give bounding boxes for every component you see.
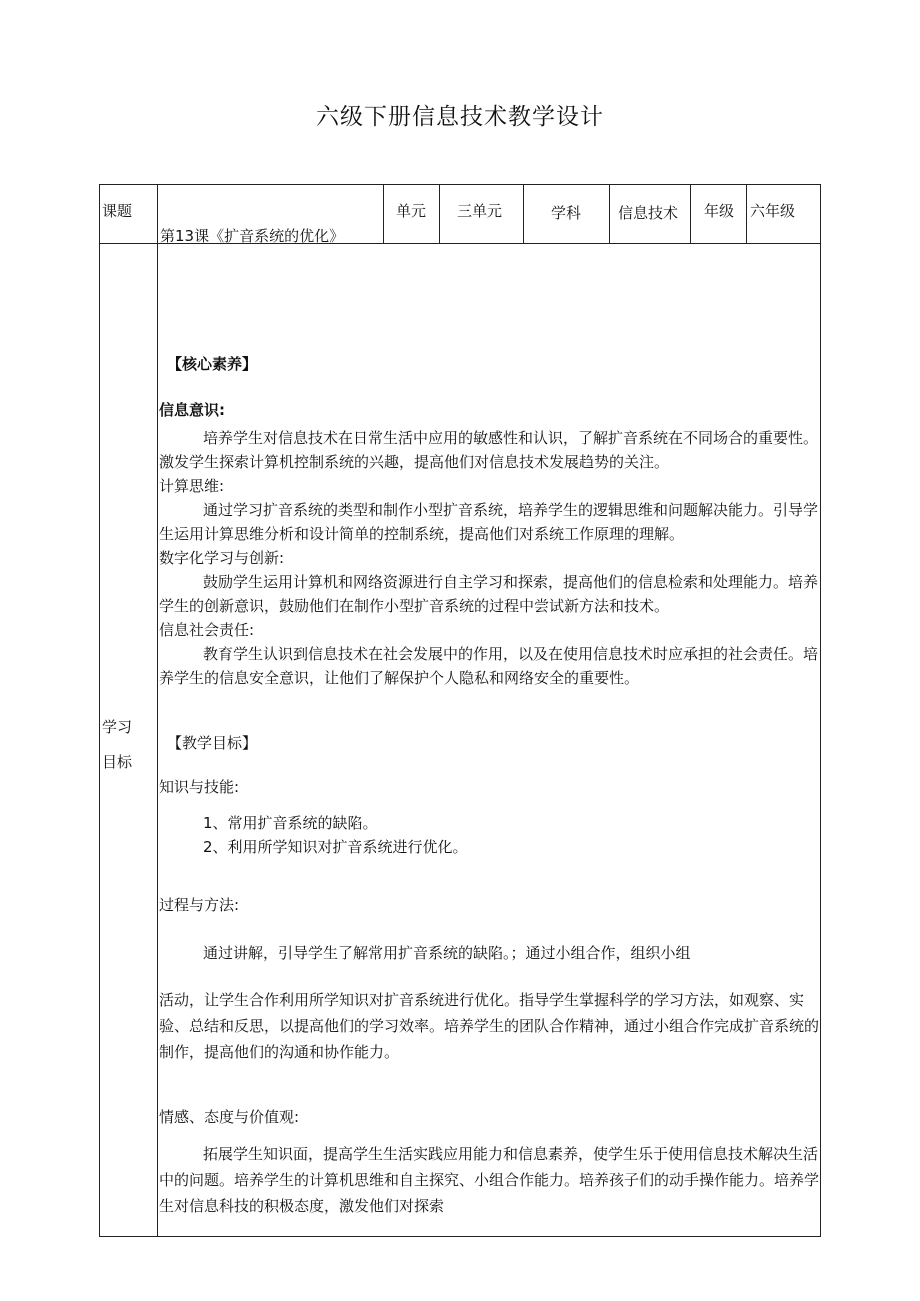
- process-methods-text-2: 活动，让学生合作利用所学知识对扩音系统进行优化。指导学生掌握科学的学习方法，如观察、实验、总结和反思，以提高他们的学习效率。培养学生的团队合作精神，通过小组合作完成扩音系统的制作，提高他们的沟通和协作能力。: [159, 991, 820, 1061]
- info-awareness-text: 培养学生对信息技术在日常生活中应用的敏感性和认识，了解扩音系统在不同场合的重要性。激发学生探索计算机控制系统的兴趣，提高他们对信息技术发展趋势的关注。: [159, 429, 819, 471]
- lesson-value: 第13课《扩音系统的优化》: [160, 227, 345, 245]
- header-col-divider: [746, 184, 747, 243]
- social-responsibility-title: 信息社会责任:: [159, 621, 255, 639]
- page-title: 六级下册信息技术教学设计: [316, 104, 604, 130]
- header-col-divider: [383, 184, 384, 243]
- process-methods-title: 过程与方法:: [159, 896, 240, 914]
- knowledge-item-2: 2、利用所学知识对扩音系统进行优化。: [203, 838, 468, 856]
- social-responsibility-text: 教育学生认识到信息技术在社会发展中的作用，以及在使用信息技术时应承担的社会责任。培养学生的信息安全意识，让他们了解保护个人隐私和网络安全的重要性。: [159, 645, 819, 687]
- header-col-divider: [690, 184, 691, 243]
- computational-thinking-text: 通过学习扩音系统的类型和制作小型扩音系统，培养学生的逻辑思维和问题解决能力。引导学生运用计算思维分析和设计简单的控制系统，提高他们对系统工作原理的理解。: [159, 501, 819, 543]
- computational-thinking-title: 计算思维:: [159, 477, 225, 495]
- emotion-values-title: 情感、态度与价值观:: [159, 1108, 300, 1126]
- knowledge-item-1: 1、常用扩音系统的缺陷。: [203, 814, 378, 832]
- label-column-divider: [157, 184, 158, 1237]
- subject-label: 学科: [551, 204, 582, 222]
- header-col-divider: [439, 184, 440, 243]
- goals-label-line1: 学习: [102, 718, 133, 736]
- unit-value: 三单元: [457, 202, 503, 220]
- unit-label: 单元: [396, 202, 427, 220]
- info-awareness-title: 信息意识:: [159, 401, 225, 419]
- header-col-divider: [523, 184, 524, 243]
- process-methods-text-1: 通过讲解，引导学生了解常用扩音系统的缺陷。；通过小组合作，组织小组: [203, 944, 691, 962]
- grade-value: 六年级: [750, 202, 796, 220]
- digital-learning-title: 数字化学习与创新:: [159, 549, 285, 567]
- emotion-values-text: 拓展学生知识面，提高学生生活实践应用能力和信息素养，使学生乐于使用信息技术解决生活中的问题。培养学生的计算机思维和自主探究、小组合作能力。培养孩子们的动手操作能力。培养学生对信息科技的积极态度，激发他们对探索: [159, 1145, 820, 1215]
- header-col-divider: [609, 184, 610, 243]
- subject-value: 信息技术: [618, 204, 679, 222]
- knowledge-skills-title: 知识与技能:: [159, 778, 240, 796]
- lesson-label: 课题: [102, 202, 133, 220]
- grade-label: 年级: [704, 202, 735, 220]
- digital-learning-text: 鼓励学生运用计算机和网络资源进行自主学习和探索，提高他们的信息检索和处理能力。培养学生的创新意识，鼓励他们在制作小型扩音系统的过程中尝试新方法和技术。: [159, 573, 819, 615]
- core-literacy-section: [159, 352, 819, 690]
- teaching-objectives-section: [159, 731, 819, 1219]
- goals-label-line2: 目标: [102, 753, 133, 771]
- core-literacy-heading: 【核心素养】: [167, 355, 258, 373]
- teaching-objectives-heading: 【教学目标】: [167, 734, 258, 752]
